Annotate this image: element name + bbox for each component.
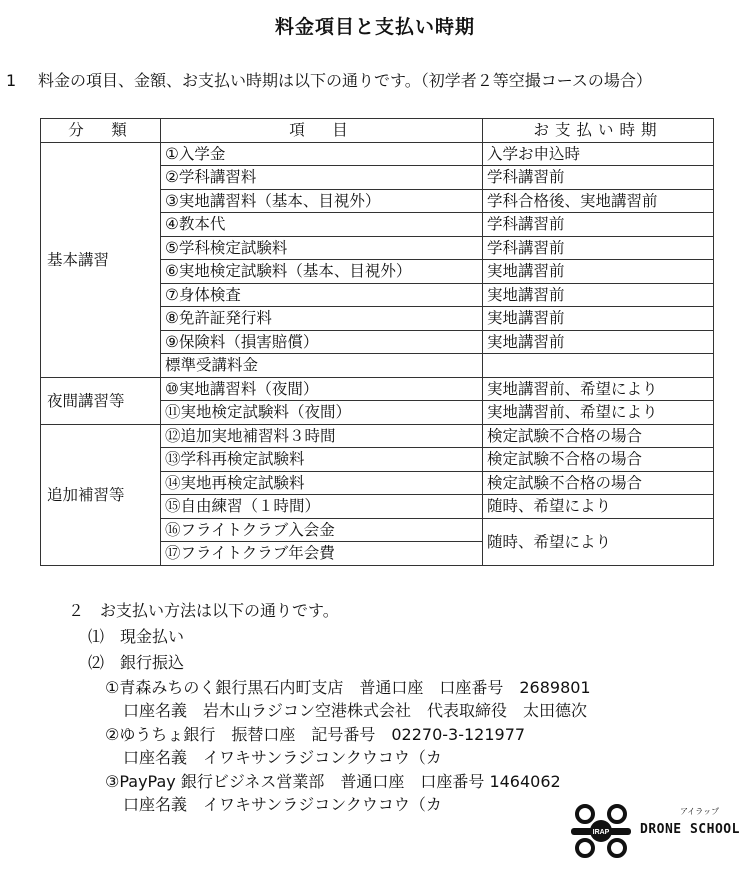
item-cell: ⑮自由練習（１時間） <box>161 495 483 519</box>
intro-text: 料金の項目、金額、お支払い時期は以下の通りです。（初学者２等空撮コースの場合） <box>38 71 652 90</box>
logo-kana: アイラップ <box>680 807 720 816</box>
timing-cell: 実地講習前 <box>483 307 714 331</box>
header-category: 分 類 <box>41 119 161 143</box>
item-cell: ⑧免許証発行料 <box>161 307 483 331</box>
table-row <box>41 142 714 166</box>
payment-cash: ⑴ 現金払い <box>88 627 185 646</box>
logo-badge-text: IRAP <box>592 829 610 836</box>
item-cell: ⑯フライトクラブ入会金 <box>161 518 483 542</box>
header-timing: お支払い時期 <box>483 119 714 143</box>
bank-account-3: ③PayPay 銀行ビジネス営業部 普通口座 口座番号 1464062 <box>105 772 561 791</box>
item-cell: ④教本代 <box>161 213 483 237</box>
bank-account-2-holder: 口座名義 イワキサンラジコンクウコウ（カ <box>123 748 442 767</box>
intro-paragraph <box>6 68 750 91</box>
timing-cell: 学科講習前 <box>483 236 714 260</box>
item-cell: ⑦身体検査 <box>161 283 483 307</box>
timing-cell: 実地講習前 <box>483 330 714 354</box>
timing-cell: 実地講習前 <box>483 260 714 284</box>
timing-cell: 学科合格後、実地講習前 <box>483 189 714 213</box>
item-cell: 標準受講料金 <box>161 354 483 378</box>
section2-heading <box>68 598 339 621</box>
timing-cell: 学科講習前 <box>483 213 714 237</box>
item-cell: ⑬学科再検定試験料 <box>161 448 483 472</box>
section2-number: ２ <box>68 601 85 620</box>
section2-text: お支払い方法は以下の通りです。 <box>100 601 339 620</box>
timing-cell: 検定試験不合格の場合 <box>483 471 714 495</box>
item-cell: ⑤学科検定試験料 <box>161 236 483 260</box>
timing-cell: 検定試験不合格の場合 <box>483 424 714 448</box>
intro-number: 1 <box>6 71 17 90</box>
bank-account-1: ①青森みちのく銀行黒石内町支店 普通口座 口座番号 2689801 <box>105 678 591 697</box>
fee-table <box>40 118 714 566</box>
timing-cell: 随時、希望により <box>483 518 714 565</box>
category-cell: 基本講習 <box>41 142 161 377</box>
timing-cell: 随時、希望により <box>483 495 714 519</box>
item-cell: ②学科講習料 <box>161 166 483 190</box>
item-cell: ⑭実地再検定試験料 <box>161 471 483 495</box>
bank-account-3-holder: 口座名義 イワキサンラジコンクウコウ（カ <box>123 795 442 814</box>
item-cell: ⑨保険料（損害賠償） <box>161 330 483 354</box>
timing-cell: 実地講習前、希望により <box>483 377 714 401</box>
item-cell: ③実地講習料（基本、目視外） <box>161 189 483 213</box>
table-row <box>41 424 714 448</box>
item-cell: ①入学金 <box>161 142 483 166</box>
timing-cell <box>483 354 714 378</box>
timing-cell: 入学お申込時 <box>483 142 714 166</box>
table-row <box>41 377 714 401</box>
logo-name: DRONE SCHOOL <box>640 822 740 837</box>
bank-account-2: ②ゆうちょ銀行 振替口座 記号番号 02270-3-121977 <box>105 725 526 744</box>
table-header-row <box>41 119 714 143</box>
timing-cell: 実地講習前、希望により <box>483 401 714 425</box>
item-cell: ⑥実地検定試験料（基本、目視外） <box>161 260 483 284</box>
header-item: 項 目 <box>161 119 483 143</box>
page-title: 料金項目と支払い時期 <box>274 16 475 38</box>
item-cell: ⑪実地検定試験料（夜間） <box>161 401 483 425</box>
timing-cell: 実地講習前 <box>483 283 714 307</box>
item-cell: ⑩実地講習料（夜間） <box>161 377 483 401</box>
bank-account-1-holder: 口座名義 岩木山ラジコン空港株式会社 代表取締役 太田德次 <box>123 701 588 720</box>
payment-bank-transfer: ⑵ 銀行振込 <box>88 653 185 672</box>
item-cell: ⑰フライトクラブ年会費 <box>161 542 483 566</box>
category-cell: 夜間講習等 <box>41 377 161 424</box>
category-cell: 追加補習等 <box>41 424 161 565</box>
item-cell: ⑫追加実地補習料３時間 <box>161 424 483 448</box>
timing-cell: 検定試験不合格の場合 <box>483 448 714 472</box>
timing-cell: 学科講習前 <box>483 166 714 190</box>
